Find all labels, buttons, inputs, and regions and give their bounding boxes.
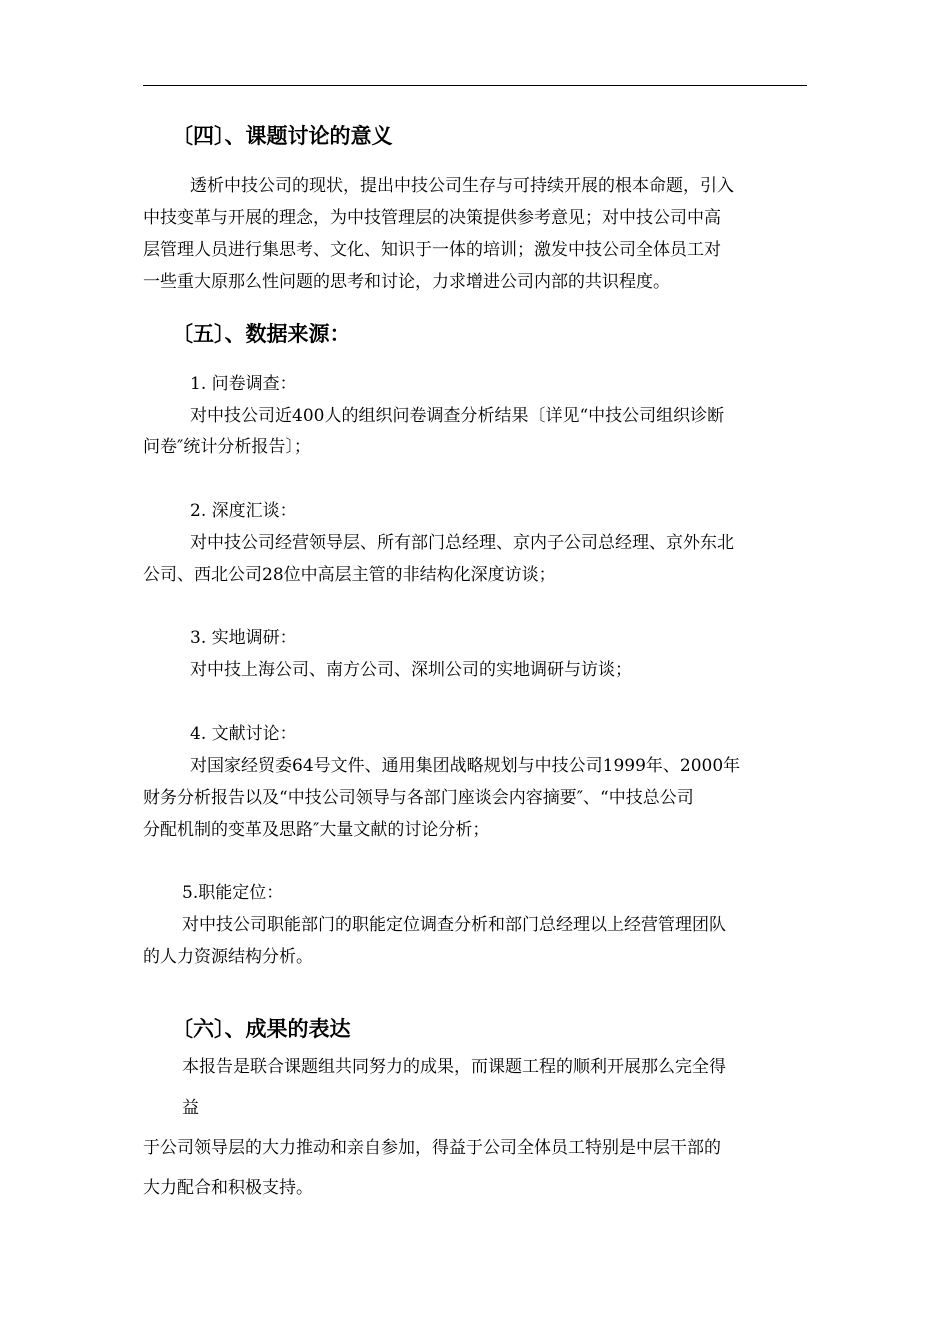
section-6-heading: 〔六〕、成果的表达 bbox=[172, 1017, 351, 1041]
item-3-line-1: 对中技上海公司、南方公司、深圳公司的实地调研与访谈； bbox=[190, 660, 632, 680]
section-6-line-4: 大力配合和积极支持。 bbox=[143, 1178, 313, 1198]
item-3-title: 3. 实地调研： bbox=[190, 628, 297, 648]
item-2-line-2: 公司、西北公司28位中高层主管的非结构化深度访谈； bbox=[143, 565, 556, 585]
section-4-heading: 〔四〕、课题讨论的意义 bbox=[172, 124, 393, 148]
item-2-line-1: 对中技公司经营领导层、所有部门总经理、京内子公司总经理、京外东北 bbox=[190, 533, 734, 553]
item-1-line-2: 问卷″统计分析报告〕； bbox=[143, 437, 311, 457]
section-6-line-3: 于公司领导层的大力推动和亲自参加，得益于公司全体员工特别是中层干部的 bbox=[143, 1138, 721, 1158]
section-4-line-3: 层管理人员进行集思考、文化、知识于一体的培训；激发中技公司全体员工对 bbox=[143, 240, 721, 260]
section-5-heading: 〔五〕、数据来源： bbox=[172, 322, 351, 346]
item-4-title: 4. 文献讨论： bbox=[190, 724, 297, 744]
item-4-line-3: 分配机制的变革及思路″大量文献的讨论分析； bbox=[143, 820, 490, 840]
item-5-title: 5.职能定位： bbox=[182, 883, 284, 903]
section-4-line-2: 中技变革与开展的理念，为中技管理层的决策提供参考意见；对中技公司中高 bbox=[143, 208, 721, 228]
item-1-line-1: 对中技公司近400人的组织问卷调查分析结果〔详见“中技公司组织诊断 bbox=[190, 406, 725, 426]
item-4-line-2: 财务分析报告以及“中技公司领导与各部门座谈会内容摘要″、“中技总公司 bbox=[143, 788, 694, 808]
item-4-line-1: 对国家经贸委64号文件、通用集团战略规划与中技公司1999年、2000年 bbox=[190, 756, 741, 776]
section-4-line-1: 透析中技公司的现状，提出中技公司生存与可持续开展的根本命题，引入 bbox=[190, 176, 734, 196]
header-rule bbox=[143, 85, 807, 86]
item-5-line-1: 对中技公司职能部门的职能定位调查分析和部门总经理以上经营管理团队 bbox=[182, 915, 726, 935]
section-6-line-2: 益 bbox=[182, 1098, 199, 1118]
section-6-line-1: 本报告是联合课题组共同努力的成果，而课题工程的顺利开展那么完全得 bbox=[182, 1057, 726, 1077]
item-1-title: 1. 问卷调查： bbox=[190, 374, 297, 394]
item-2-title: 2. 深度汇谈： bbox=[190, 501, 297, 521]
section-4-line-4: 一些重大原那么性问题的思考和讨论，力求增进公司内部的共识程度。 bbox=[143, 272, 670, 292]
item-5-line-2: 的人力资源结构分析。 bbox=[143, 947, 313, 967]
